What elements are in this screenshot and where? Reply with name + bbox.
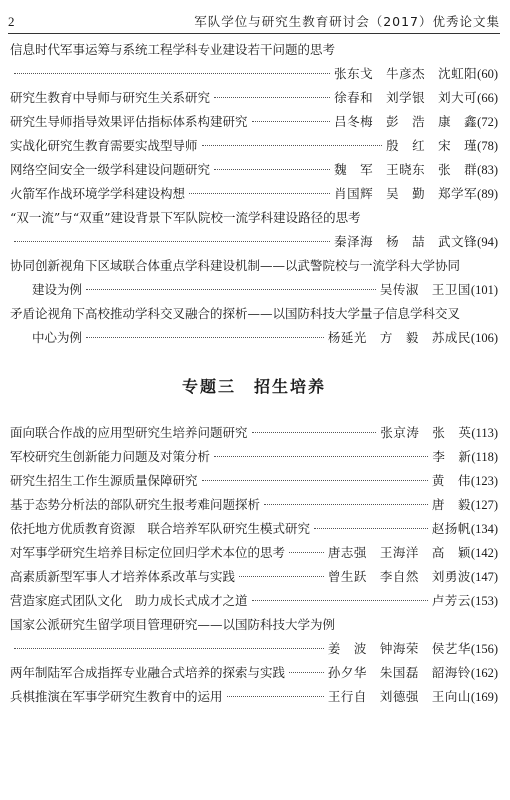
toc-entry-title: 营造家庭式团队文化 助力成长式成才之道 [10,593,248,608]
toc-entry-authors: 秦泽海 杨 喆 武文锋 [334,234,478,249]
toc-entry[interactable] [10,565,498,589]
toc-entry[interactable] [10,134,498,158]
toc-entry-authors: 姜 波 钟海荣 侯艺华 [327,641,471,656]
toc-entry[interactable] [10,254,498,302]
toc-entry-authors: 吕冬梅 彭 浩 康 鑫 [334,114,478,129]
toc-entry[interactable] [10,206,498,254]
toc-entry-title: 研究生招生工作生源质量保障研究 [10,473,198,488]
toc-entry[interactable] [10,589,498,613]
dot-leader [214,169,330,170]
dot-leader [239,576,324,577]
toc-entry-title: 高素质新型军事人才培养体系改革与实践 [10,569,236,584]
toc-entry-title-line: 信息时代军事运筹与系统工程学科专业建设若干问题的思考 [10,42,336,57]
toc-entry-page: (127) [470,498,498,512]
toc-entry-row [10,685,498,709]
toc-entry-title-line: “双一流”与“双重”建设背景下军队院校一流学科建设路径的思考 [10,210,361,225]
toc-entry-page: (118) [471,450,498,464]
toc-entry-page: (101) [470,283,498,297]
toc-entry-title: 两年制陆军合成指挥专业融合式培养的探索与实践 [10,665,286,680]
toc-entry[interactable] [10,110,498,134]
toc-entry[interactable] [10,469,498,493]
dot-leader [14,73,330,74]
toc-entry-page: (142) [470,546,498,560]
dot-leader [202,480,428,481]
dot-leader [314,528,428,529]
toc-entry-page: (147) [470,570,498,584]
toc-entry-title: 研究生教育中导师与研究生关系研究 [10,90,211,105]
toc-entry-page: (134) [470,522,498,536]
toc-entry-title-line: 国家公派研究生留学项目管理研究——以国防科技大学为例 [10,617,336,632]
toc-entry[interactable] [10,421,498,445]
toc-entry-row [10,278,498,302]
toc-entry-title: 军校研究生创新能力问题及对策分析 [10,449,211,464]
toc-entry-authors: 黄 伟 [431,473,471,488]
toc-entry-title: 基于态势分析法的部队研究生报考难问题探析 [10,497,261,512]
toc-entry[interactable] [10,493,498,517]
toc-entry-row [10,110,498,134]
toc-entry-title-line: 矛盾论视角下高校推动学科交叉融合的探析——以国防科技大学量子信息学科交叉 [10,306,461,321]
toc-entry-row [10,134,498,158]
toc-entry-authors: 李 新 [432,449,472,464]
toc-entry-title: 依托地方优质教育资源 联合培养军队研究生模式研究 [10,521,311,536]
toc-entry-title-line: 建设为例 [32,282,83,297]
toc-entry-authors: 唐 毅 [431,497,471,512]
toc-entry-page: (60) [477,67,498,81]
toc-entry[interactable] [10,445,498,469]
toc-entry-authors: 张京涛 张 英 [380,425,472,440]
dot-leader [86,289,376,290]
toc-entry[interactable] [10,182,498,206]
toc-entry-page: (72) [477,115,498,129]
toc-entry-title: 实战化研究生教育需要实战型导师 [10,138,198,153]
toc-entry-row [10,182,498,206]
toc-entry-authors: 魏 军 王晓东 张 群 [334,162,478,177]
toc-entry-authors: 杨延光 方 毅 苏成民 [327,330,471,345]
dot-leader [289,672,324,673]
page-header [8,8,500,34]
dot-leader [14,648,324,649]
toc-group-after [10,421,498,709]
toc-entry[interactable] [10,613,498,661]
dot-leader [252,121,331,122]
dot-leader [14,241,330,242]
toc-entry[interactable] [10,541,498,565]
dot-leader [189,193,330,194]
toc-entry-authors: 王行自 刘德强 王向山 [327,689,471,704]
section-title: 专题三 招生培养 [181,377,326,396]
toc-entry[interactable] [10,158,498,182]
toc-entry-row [10,421,498,445]
dot-leader [86,337,324,338]
dot-leader [252,432,377,433]
toc-entry-page: (94) [477,235,498,249]
toc-entry-row [10,158,498,182]
toc-entry[interactable] [10,685,498,709]
toc-entry-row [10,589,498,613]
toc-entry-title: 网络空间安全一级学科建设问题研究 [10,162,211,177]
toc-entry-page: (113) [471,426,498,440]
toc-entry-page: (169) [470,690,498,704]
toc-entry-row [10,469,498,493]
toc-entry-page: (66) [477,91,498,105]
toc-entry-authors: 吴传淑 王卫国 [379,282,471,297]
toc-entry-page: (153) [470,594,498,608]
toc-entry[interactable] [10,302,498,350]
toc-entry-title: 研究生导师指导效果评估指标体系构建研究 [10,114,248,129]
toc-entry-row [10,326,498,350]
dot-leader [264,504,428,505]
toc-entry-row [10,62,498,86]
book-title: 军队学位与研究生教育研讨会（2017）优秀论文集 [194,14,500,29]
dot-leader [289,552,324,553]
toc-entry-row [10,637,498,661]
toc-entry-authors: 曾生跃 李自然 刘勇波 [327,569,471,584]
toc-entry-page: (106) [470,331,498,345]
toc-entry-title-line: 协同创新视角下区域联合体重点学科建设机制——以武警院校与一流学科大学协同 [10,258,461,273]
toc-entry-authors: 张东戈 牛彦杰 沈虹阳 [334,66,478,81]
toc-entry-row [10,661,498,685]
toc-entry-authors: 徐春和 刘学银 刘大可 [334,90,478,105]
toc-entry-row [10,541,498,565]
dot-leader [227,696,324,697]
toc-entry[interactable] [10,86,498,110]
toc-entry-row [10,565,498,589]
page-number: 2 [8,14,15,29]
toc-entry[interactable] [10,517,498,541]
toc-entry-title: 火箭军作战环境学学科建设构想 [10,186,186,201]
toc-entry-row [10,445,498,469]
toc-entry-title-line: 中心为例 [32,330,83,345]
dot-leader [214,456,428,457]
toc-entry-title: 兵棋推演在军事学研究生教育中的运用 [10,689,223,704]
table-of-contents [10,38,498,709]
toc-entry-page: (78) [477,139,498,153]
toc-entry-page: (89) [477,187,498,201]
toc-entry-page: (162) [470,666,498,680]
toc-group-before [10,38,498,350]
toc-entry-row [10,517,498,541]
toc-entry[interactable] [10,38,498,86]
dot-leader [252,600,428,601]
toc-entry-authors: 殷 红 宋 瑾 [386,138,478,153]
toc-entry-row [10,230,498,254]
toc-entry-authors: 孙夕华 朱国磊 韶海铃 [327,665,471,680]
toc-entry-title: 面向联合作战的应用型研究生培养问题研究 [10,425,248,440]
toc-entry[interactable] [10,661,498,685]
dot-leader [202,145,383,146]
toc-entry-authors: 卢芳云 [431,593,471,608]
toc-entry-authors: 赵扬帆 [431,521,471,536]
toc-entry-page: (83) [477,163,498,177]
dot-leader [214,97,330,98]
toc-entry-authors: 肖国辉 吴 勤 郑学军 [334,186,478,201]
toc-entry-title: 对军事学研究生培养目标定位回归学术本位的思考 [10,545,286,560]
toc-entry-authors: 唐志强 王海洋 高 颖 [327,545,471,560]
toc-entry-row [10,86,498,110]
toc-entry-page: (123) [470,474,498,488]
toc-entry-page: (156) [470,642,498,656]
toc-entry-row [10,493,498,517]
